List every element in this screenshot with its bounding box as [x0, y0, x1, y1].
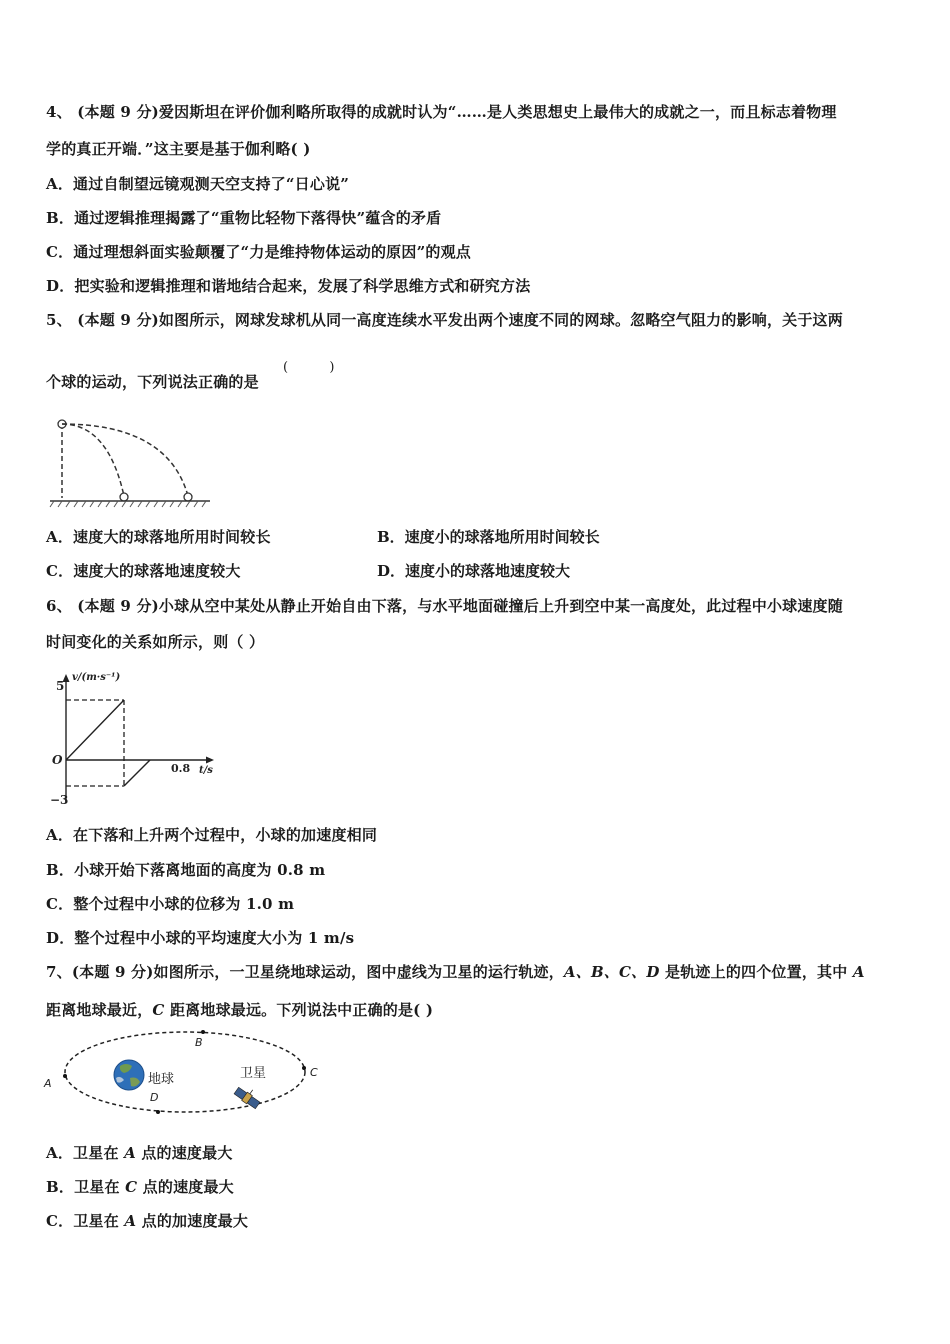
q6-velocity-time-graph — [46, 668, 221, 810]
q4-option-c: C．通过理想斜面实验颠覆了“力是维持物体运动的原因”的观点 — [46, 243, 471, 261]
q7-option-b-prefix: B．卫星在 — [46, 1178, 126, 1196]
ground-hatching — [50, 501, 206, 507]
q7-line1-text-a: 7、(本题 9 分)如图所示，一卫星绕地球运动，图中虚线为卫星的运行轨迹， — [46, 963, 564, 981]
q5-answer-bracket: ( ) — [283, 360, 335, 375]
q7-stem-line1 — [46, 962, 865, 982]
guide-lines — [66, 700, 124, 786]
q7-line1-points: A、B、C、D — [563, 963, 660, 981]
q7-option-a-point: A — [124, 1144, 136, 1162]
point-d-dot — [156, 1110, 160, 1114]
satellite-label: 卫星 — [240, 1066, 267, 1081]
satellite-icon — [233, 1082, 263, 1109]
y-tick-bottom: −3 — [50, 793, 69, 807]
q7-option-c-point: A — [124, 1212, 137, 1230]
earth-label: 地球 — [148, 1072, 175, 1087]
q5-option-c: C．速度大的球落地速度较大 — [46, 562, 241, 580]
q7-line1-text-c: 是轨迹上的四个位置，其中 — [659, 963, 853, 981]
q7-option-a-prefix: A．卫星在 — [46, 1144, 125, 1162]
q5-option-a: A．速度大的球落地所用时间较长 — [46, 528, 271, 546]
q5-option-b: B．速度小的球落地所用时间较长 — [377, 528, 600, 546]
falling-velocity-line — [66, 700, 124, 760]
x-axis-label: t/s — [199, 765, 213, 776]
x-axis-arrow — [206, 757, 214, 764]
q4-option-d: D．把实验和逻辑推理和谐地结合起来，发展了科学思维方式和研究方法 — [46, 277, 531, 295]
q6-stem-line1: 6、 (本题 9 分)小球从空中某处从静止开始自由下落，与水平地面碰撞后上升到空中某一高度处，此过程中小球速度随 — [46, 597, 843, 615]
point-c-dot — [302, 1066, 306, 1070]
q5-stem-line1: 5、 (本题 9 分)如图所示，网球发球机从同一高度连续水平发出两个速度不同的网球。忽略空气阻力的影响，关于这两 — [46, 311, 843, 329]
rising-velocity-line — [124, 760, 150, 786]
q7-option-b-point: C — [125, 1178, 138, 1196]
fast-trajectory — [62, 424, 188, 496]
q7-option-b-suffix: 点的速度最大 — [137, 1178, 234, 1196]
q6-option-c: C．整个过程中小球的位移为 1.0 m — [46, 895, 295, 913]
point-d-label: D — [150, 1091, 159, 1104]
origin-label: O — [52, 753, 63, 767]
q6-option-d: D．整个过程中小球的平均速度大小为 1 m/s — [46, 929, 355, 947]
q4-stem-line1: 4、 (本题 9 分)爱因斯坦在评价伽利略所取得的成就时认为“……是人类思想史上最伟大的成就之一，而且标志着物理 — [46, 103, 837, 121]
q5-option-d: D．速度小的球落地速度较大 — [377, 562, 571, 580]
q7-option-a-suffix: 点的速度最大 — [135, 1144, 233, 1162]
point-c-label: C — [310, 1066, 318, 1079]
q7-line2-point-c: C — [152, 1001, 165, 1019]
q7-line2-text-c: 距离地球最远。下列说法中正确的是( ) — [164, 1001, 434, 1019]
q4-option-b: B．通过逻辑推理揭露了“重物比轻物下落得快”蕴含的矛盾 — [46, 209, 442, 227]
point-b-dot — [201, 1030, 205, 1034]
q7-option-c-suffix: 点的加速度最大 — [136, 1212, 249, 1230]
point-a-dot — [63, 1074, 67, 1078]
y-axis-label: v/(m·s⁻¹) — [72, 672, 121, 683]
q7-line2-text-a: 距离地球最近， — [46, 1001, 153, 1019]
q5-projectile-figure — [46, 418, 216, 510]
q7-option-b — [46, 1177, 234, 1197]
q5-stem-line2: 个球的运动，下列说法正确的是 — [46, 373, 259, 391]
q7-option-a — [46, 1143, 233, 1163]
landing-ball-far — [184, 493, 192, 501]
earth-icon — [114, 1060, 144, 1090]
landing-ball-near — [120, 493, 128, 501]
q6-stem-line2: 时间变化的关系如所示，则（ ） — [46, 633, 265, 651]
q7-option-c-prefix: C．卫星在 — [46, 1212, 125, 1230]
q7-orbit-figure — [40, 1028, 330, 1120]
q7-option-c — [46, 1211, 248, 1231]
q6-option-a: A．在下落和上升两个过程中，小球的加速度相同 — [46, 826, 378, 844]
x-tick-label: 0.8 — [171, 762, 191, 775]
q4-option-a: A．通过自制望远镜观测天空支持了“日心说” — [46, 175, 350, 193]
q7-line1-point-a: A — [852, 963, 865, 981]
slow-trajectory — [62, 424, 124, 496]
q6-option-b: B．小球开始下落离地面的高度为 0.8 m — [46, 861, 326, 879]
point-a-label: A — [44, 1077, 52, 1090]
y-tick-top: 5 — [56, 679, 65, 693]
q4-stem-line2: 学的真正开端．”这主要是基于伽利略( ) — [46, 140, 311, 158]
q7-stem-line2 — [46, 1000, 433, 1020]
point-b-label: B — [195, 1036, 203, 1049]
orbit-path — [65, 1032, 305, 1112]
